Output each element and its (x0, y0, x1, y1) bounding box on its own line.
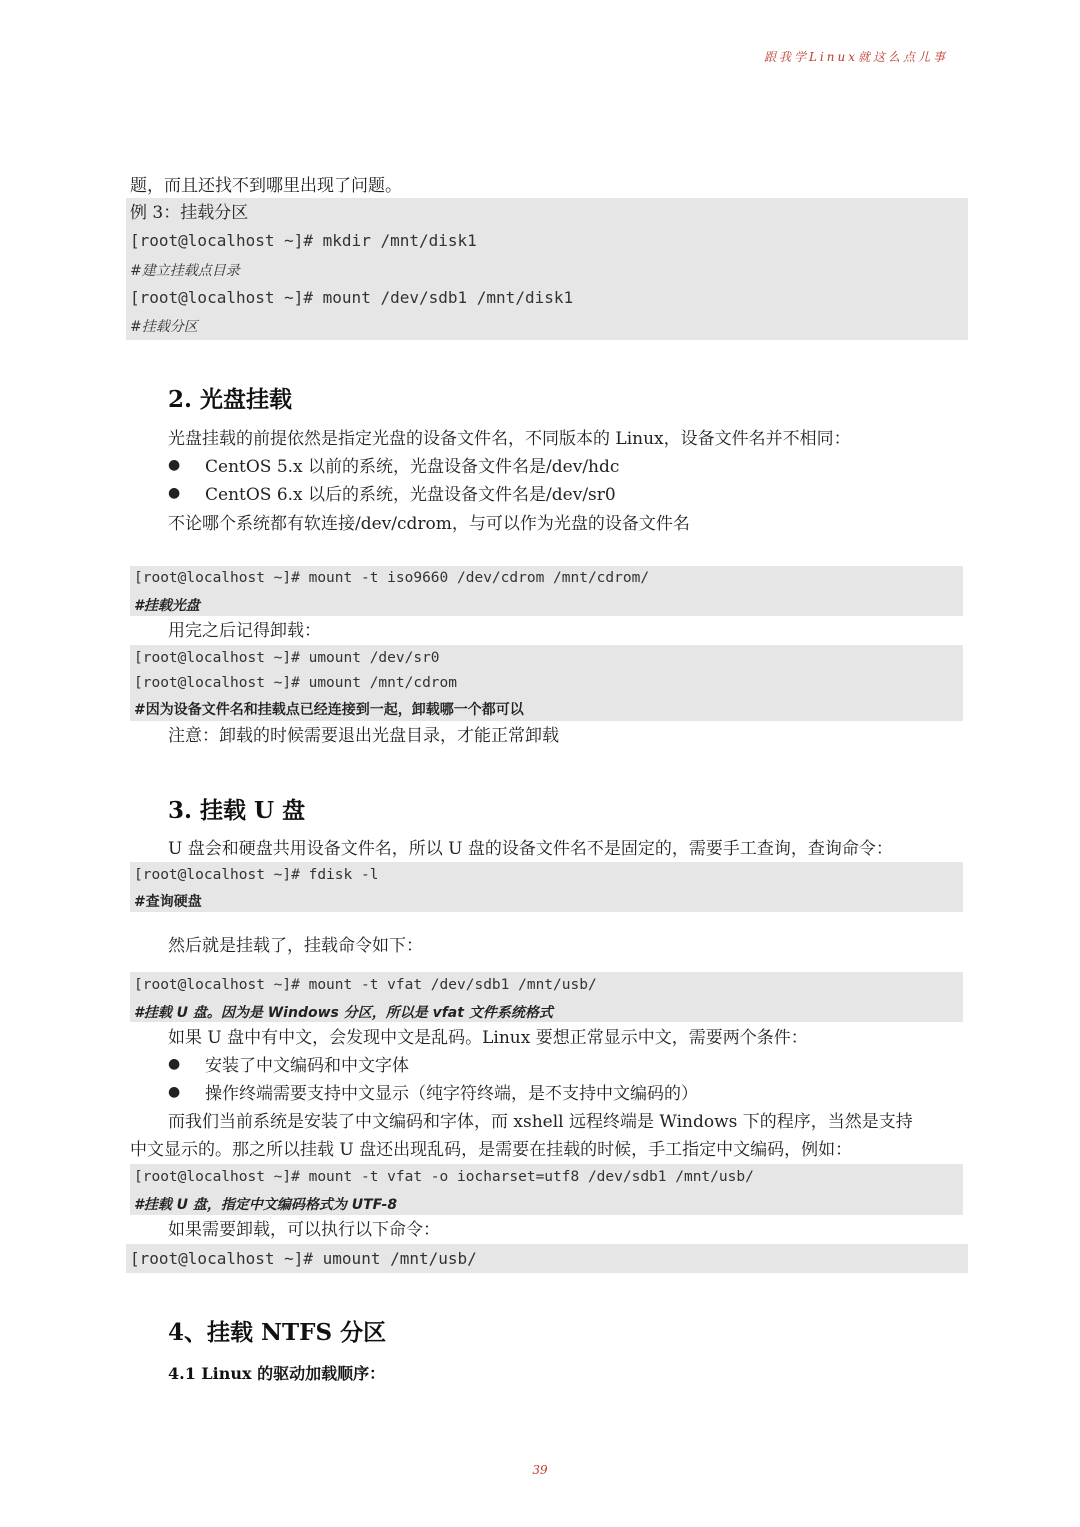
bullet-icon: ● (168, 485, 181, 501)
code-line: [root@localhost ~]# umount /dev/sr0 (134, 650, 440, 666)
code-comment: #挂载光盘 (134, 598, 200, 614)
paragraph: 中文显示的。那之所以挂载 U 盘还出现乱码，是需要在挂载的时候，手工指定中文编码，例如： (130, 1140, 853, 1160)
code-box-mount-usb-utf8 (130, 1164, 963, 1215)
example3-title: 例 3：挂载分区 (130, 203, 249, 223)
paragraph: 然后就是挂载了，挂载命令如下： (168, 936, 423, 956)
code-comment: #挂载 U 盘。因为是 Windows 分区，所以是 vfat 文件系统格式 (134, 1005, 553, 1021)
code-box-umount-usb (126, 1244, 968, 1273)
code-box-mount-cdrom (130, 566, 963, 616)
code-line: [root@localhost ~]# mount /dev/sdb1 /mnt/disk1 (130, 288, 574, 307)
code-comment: #挂载分区 (130, 319, 198, 335)
paragraph: 光盘挂载的前提依然是指定光盘的设备文件名，不同版本的 Linux，设备文件名并不相同： (168, 429, 851, 449)
section-heading-usb: 3. 挂载 U 盘 (168, 797, 306, 824)
code-box-umount-cdrom (130, 645, 963, 721)
code-comment: #建立挂载点目录 (130, 263, 240, 279)
code-comment: #查询硬盘 (134, 894, 202, 910)
code-line: [root@localhost ~]# mkdir /mnt/disk1 (130, 231, 477, 250)
section-heading-ntfs: 4、挂载 NTFS 分区 (168, 1319, 387, 1346)
code-box-mount-usb (130, 972, 963, 1022)
code-line: [root@localhost ~]# mount -t vfat -o iocharset=utf8 /dev/sdb1 /mnt/usb/ (134, 1169, 754, 1185)
paragraph: 如果需要卸载，可以执行以下命令： (168, 1220, 440, 1240)
section-heading-cdrom: 2. 光盘挂载 (168, 386, 293, 413)
page-number: 39 (532, 1463, 548, 1477)
bullet-text: CentOS 6.x 以后的系统，光盘设备文件名是/dev/sr0 (205, 485, 616, 505)
code-comment: #因为设备文件名和挂载点已经连接到一起，卸载哪一个都可以 (134, 702, 524, 718)
code-line: [root@localhost ~]# umount /mnt/usb/ (130, 1249, 477, 1268)
bullet-icon: ● (168, 1056, 181, 1072)
paragraph: 用完之后记得卸载： (168, 621, 321, 641)
paragraph: 不论哪个系统都有软连接/dev/cdrom，与可以作为光盘的设备文件名 (168, 514, 690, 534)
code-comment: #挂载 U 盘，指定中文编码格式为 UTF-8 (134, 1197, 398, 1213)
code-box-fdisk (130, 862, 963, 912)
paragraph: U 盘会和硬盘共用设备文件名，所以 U 盘的设备文件名不是固定的，需要手工查询，查询命令： (168, 839, 893, 859)
code-line: [root@localhost ~]# mount -t vfat /dev/sdb1 /mnt/usb/ (134, 977, 597, 993)
bullet-text: 安装了中文编码和中文字体 (205, 1056, 409, 1076)
bullet-icon: ● (168, 457, 181, 473)
example3-code-box (126, 198, 968, 340)
intro-tail-text: 题，而且还找不到哪里出现了问题。 (130, 176, 402, 196)
code-line: [root@localhost ~]# mount -t iso9660 /dev/cdrom /mnt/cdrom/ (134, 570, 650, 586)
bullet-text: 操作终端需要支持中文显示（纯字符终端，是不支持中文编码的） (205, 1084, 698, 1104)
bullet-icon: ● (168, 1084, 181, 1100)
paragraph: 如果 U 盘中有中文，会发现中文是乱码。Linux 要想正常显示中文，需要两个条件： (168, 1028, 808, 1048)
code-line: [root@localhost ~]# umount /mnt/cdrom (134, 675, 458, 691)
running-header: 跟我学Linux就这么点儿事 (763, 50, 948, 64)
code-line: [root@localhost ~]# fdisk -l (134, 867, 379, 883)
paragraph: 而我们当前系统是安装了中文编码和字体，而 xshell 远程终端是 Windows 下的程序，当然是支持 (168, 1112, 913, 1132)
paragraph: 注意：卸载的时候需要退出光盘目录，才能正常卸载 (168, 726, 559, 746)
subsection-heading: 4.1 Linux 的驱动加载顺序： (168, 1364, 386, 1383)
bullet-text: CentOS 5.x 以前的系统，光盘设备文件名是/dev/hdc (205, 457, 620, 477)
